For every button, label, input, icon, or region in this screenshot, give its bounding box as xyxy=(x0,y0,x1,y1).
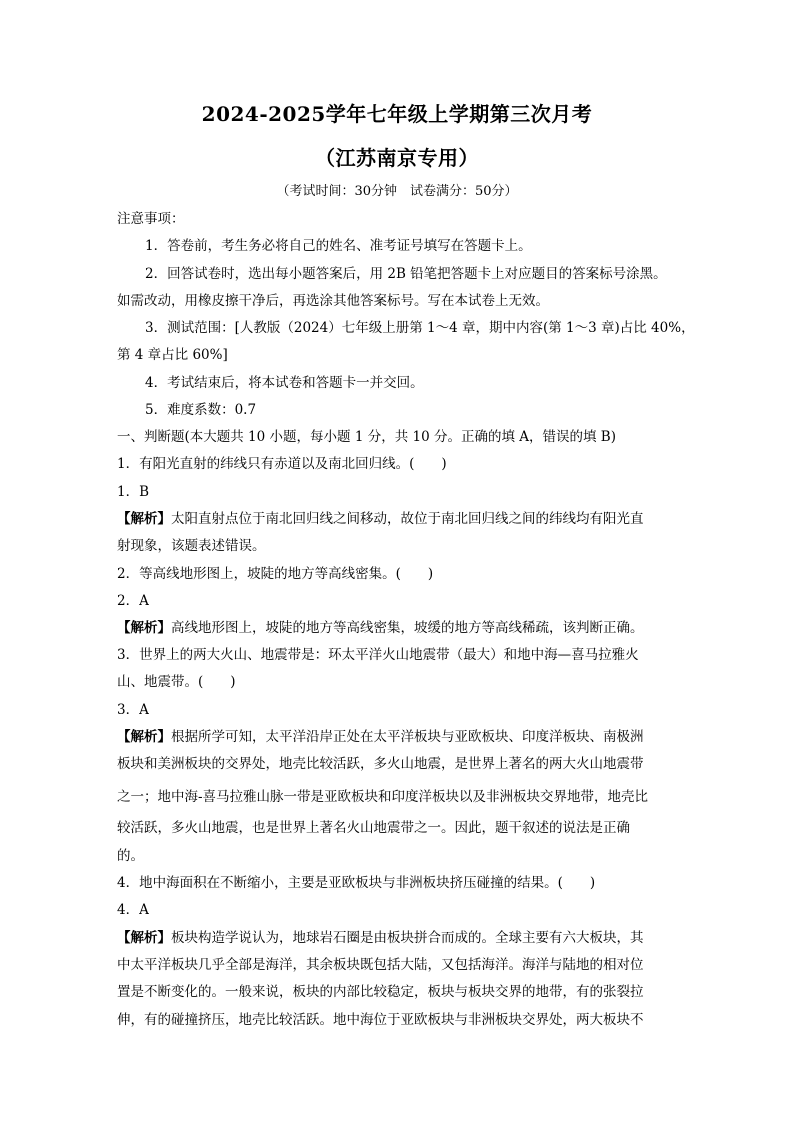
explanation-label: 【解析】 xyxy=(117,511,171,527)
question-4: 4．地中海面积在不断缩小，主要是亚欧板块与非洲板块挤压碰撞的结果。( ) xyxy=(117,875,596,891)
explanation-text: 板块构造学说认为，地球岩石圈是由板块拼合而成的。全球主要有六大板块，其 xyxy=(171,930,644,946)
note-item-2-line-1: 2．回答试卷时，选出每小题答案后，用 2B 铅笔把答题卡上对应题目的答案标号涂黑。 xyxy=(145,266,667,282)
answer-3: 3．A xyxy=(117,702,149,718)
explanation-label: 【解析】 xyxy=(117,620,171,636)
exam-info: （考试时间：30分钟 试卷满分：50分） xyxy=(276,184,518,199)
explanation-3-line-4: 较活跃，多火山地震，也是世界上著名火山地震带之一。因此，题干叙述的说法是正确 xyxy=(117,820,630,836)
explanation-1-line-2: 射现象，该题表述错误。 xyxy=(117,538,266,554)
page-subtitle: （江苏南京专用） xyxy=(315,146,479,170)
page-title: 2024-2025学年七年级上学期第三次月考 xyxy=(201,102,593,126)
note-item-2-line-2: 如需改动，用橡皮擦干净后，再选涂其他答案标号。写在本试卷上无效。 xyxy=(117,293,549,309)
question-3-line-1: 3．世界上的两大火山、地震带是：环太平洋火山地震带（最大）和地中海—喜马拉雅火 xyxy=(117,647,639,663)
answer-1: 1．B xyxy=(117,484,150,500)
note-item-5: 5．难度系数：0.7 xyxy=(145,402,257,418)
explanation-3-line-3: 之一；地中海-喜马拉雅山脉一带是亚欧板块和印度洋板块以及非洲板块交界地带，地壳比 xyxy=(117,789,649,805)
explanation-3-line-2: 板块和美洲板块的交界处，地壳比较活跃，多火山地震，是世界上著名的两大火山地震带 xyxy=(117,756,644,772)
question-3-line-2: 山、地震带。( ) xyxy=(117,674,236,690)
note-item-4: 4．考试结束后，将本试卷和答题卡一并交回。 xyxy=(145,375,424,391)
explanation-3-line-1 xyxy=(117,725,644,745)
section-heading: 一、判断题(本大题共 10 小题，每小题 1 分，共 10 分。正确的填 A，错误的填 B) xyxy=(117,429,616,445)
explanation-4-line-1 xyxy=(117,926,644,946)
note-item-3-line-1: 3．测试范围：[人教版（2024）七年级上册第 1～4 章，期中内容(第 1～3 章)占比 40%， xyxy=(145,320,695,336)
explanation-label: 【解析】 xyxy=(117,729,171,745)
note-item-1: 1．答卷前，考生务必将自己的姓名、准考证号填写在答题卡上。 xyxy=(145,238,532,254)
explanation-2-line-1 xyxy=(117,616,644,636)
explanation-text: 太阳直射点位于南北回归线之间移动，故位于南北回归线之间的纬线均有阳光直 xyxy=(171,511,644,527)
explanation-3-line-5: 的。 xyxy=(117,848,144,864)
explanation-label: 【解析】 xyxy=(117,930,171,946)
notes-heading: 注意事项： xyxy=(117,211,185,227)
explanation-4-line-3: 置是不断变化的。一般来说，板块的内部比较稳定，板块与板块交界的地带，有的张裂拉 xyxy=(117,984,644,1000)
question-1: 1．有阳光直射的纬线只有赤道以及南北回归线。( ) xyxy=(117,456,447,472)
explanation-4-line-4: 伸，有的碰撞挤压，地壳比较活跃。地中海位于亚欧板块与非洲板块交界处，两大板块不 xyxy=(117,1012,644,1028)
explanation-text: 根据所学可知，太平洋沿岸正处在太平洋板块与亚欧板块、印度洋板块、南极洲 xyxy=(171,729,644,745)
question-2: 2．等高线地形图上，坡陡的地方等高线密集。( ) xyxy=(117,566,434,582)
explanation-text: 高线地形图上，坡陡的地方等高线密集，坡缓的地方等高线稀疏，该判断正确。 xyxy=(171,620,644,636)
answer-4: 4．A xyxy=(117,902,149,918)
explanation-4-line-2: 中太平洋板块几乎全部是海洋，其余板块既包括大陆，又包括海洋。海洋与陆地的相对位 xyxy=(117,957,644,973)
answer-2: 2．A xyxy=(117,593,149,609)
note-item-3-line-2: 第 4 章占比 60%] xyxy=(117,347,228,363)
explanation-1-line-1 xyxy=(117,507,644,527)
